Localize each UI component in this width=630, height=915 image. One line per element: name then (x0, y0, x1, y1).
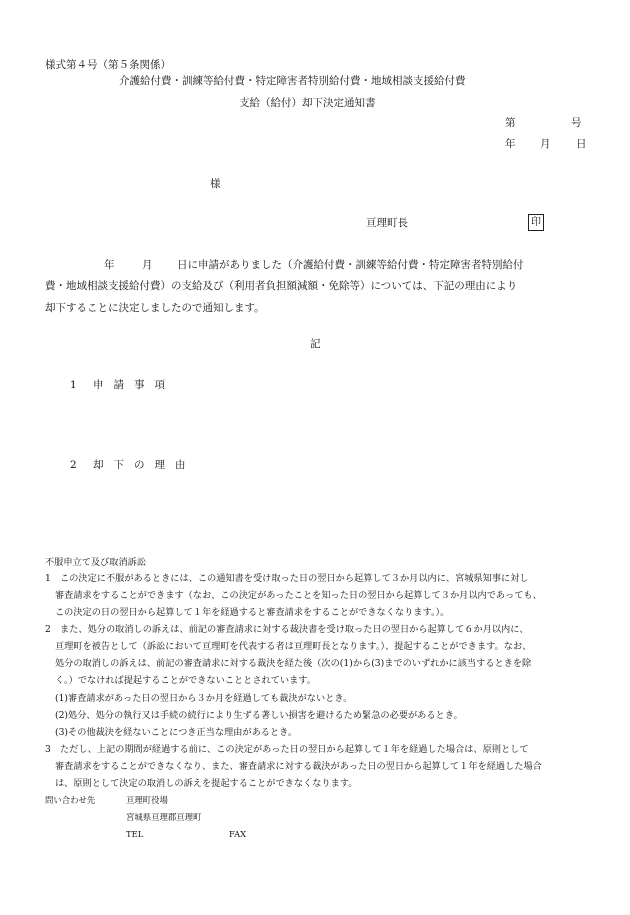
issuer-title: 亘理町長 (366, 217, 408, 229)
appeal-text-line: 2 また、処分の取消しの訴えは、前記の審査請求に対する裁決書を受け取った日の翌日から起算して６か月以内に、 (45, 624, 529, 635)
contact-fax-label: FAX (229, 829, 247, 839)
item-number: 2 (70, 459, 77, 471)
appeal-text-line: 1 この決定に不服があるときには、この通知書を受け取った日の翌日から起算して３か月以内に、宮城県知事に対し (45, 573, 529, 584)
date-year-label: 年 (505, 138, 516, 150)
appeal-condition-line: (3)その他裁決を経ないことにつき正当な理由があるとき。 (55, 727, 298, 738)
body-text-line-2: 費・地域相談支援給付費）の支給及び（利用者負担額減額・免除等）については、下記の理由により (45, 280, 518, 292)
appeal-condition-line: (1)審査請求があった日の翌日から３か月を経過しても裁決がないとき。 (55, 693, 353, 704)
appeal-text-line: 亘理町を被告として（訴訟において亘理町を代表する者は亘理町長となります。）、提起することができます。なお、 (55, 641, 532, 652)
appeal-text-line: この決定の日の翌日から起算して１年を経過すると審査請求をすることができなくなります。）。 (55, 607, 450, 618)
document-number-label: 第 (505, 117, 516, 129)
seal-mark: 印 (528, 214, 544, 231)
item-number: 1 (70, 379, 77, 391)
document-number-suffix: 号 (571, 117, 582, 129)
appeal-text-line: く。）でなければ提起することができないこととされています。 (55, 675, 316, 686)
ki-marker: 記 (310, 338, 321, 350)
document-title-line-2: 支給（給付）却下決定通知書 (239, 97, 376, 109)
appeal-text-line: 3 ただし、上記の期間が経過する前に、この決定があった日の翌日から起算して１年を経過した場合は、原則として (45, 744, 529, 755)
contact-office: 亘理町役場 (126, 795, 168, 805)
form-number: 様式第４号（第５条関係） (45, 59, 171, 71)
appeal-text-line: は、原則として決定の取消しの訴えを提起することができなくなります。 (55, 778, 358, 789)
body-year-label: 年 (104, 259, 115, 271)
contact-address: 宮城県亘理郡亘理町 (126, 812, 202, 822)
document-title-line-1: 介護給付費・訓練等給付費・特定障害者特別給付費・地域相談支援給付費 (119, 75, 466, 87)
addressee-honorific: 様 (210, 178, 221, 190)
item-label-application: 申請事項 (93, 379, 175, 391)
contact-tel-label: TEL (126, 829, 144, 839)
body-month-label: 月 (142, 259, 153, 271)
item-label-rejection-reason: 却下の理由 (93, 459, 196, 471)
appeal-section-heading: 不服申立て及び取消訴訟 (45, 557, 147, 568)
date-month-label: 月 (540, 138, 551, 150)
contact-label: 問い合わせ先 (45, 795, 96, 805)
appeal-text-line: 審査請求をすることができます（なお、この決定があったことを知った日の翌日から起算して３か月以内であっても、 (55, 590, 542, 601)
body-text-line-3: 却下することに決定しましたので通知します。 (45, 302, 265, 314)
appeal-condition-line: (2)処分、処分の執行又は手続の続行により生ずる著しい損害を避けるため緊急の必要があるとき。 (55, 710, 463, 721)
date-day-label: 日 (576, 138, 587, 150)
appeal-text-line: 処分の取消しの訴えは、前記の審査請求に対する裁決を経た後（次の(1)から(3)までのいずれかに該当するときを除 (55, 658, 532, 669)
body-text-line-1: 日に申請がありました（介護給付費・訓練等給付費・特定障害者特別給付 (177, 259, 524, 271)
appeal-text-line: 審査請求をすることができなくなり、また、審査請求に対する裁決があった日の翌日から起算して１年を経過した場合 (55, 761, 542, 772)
